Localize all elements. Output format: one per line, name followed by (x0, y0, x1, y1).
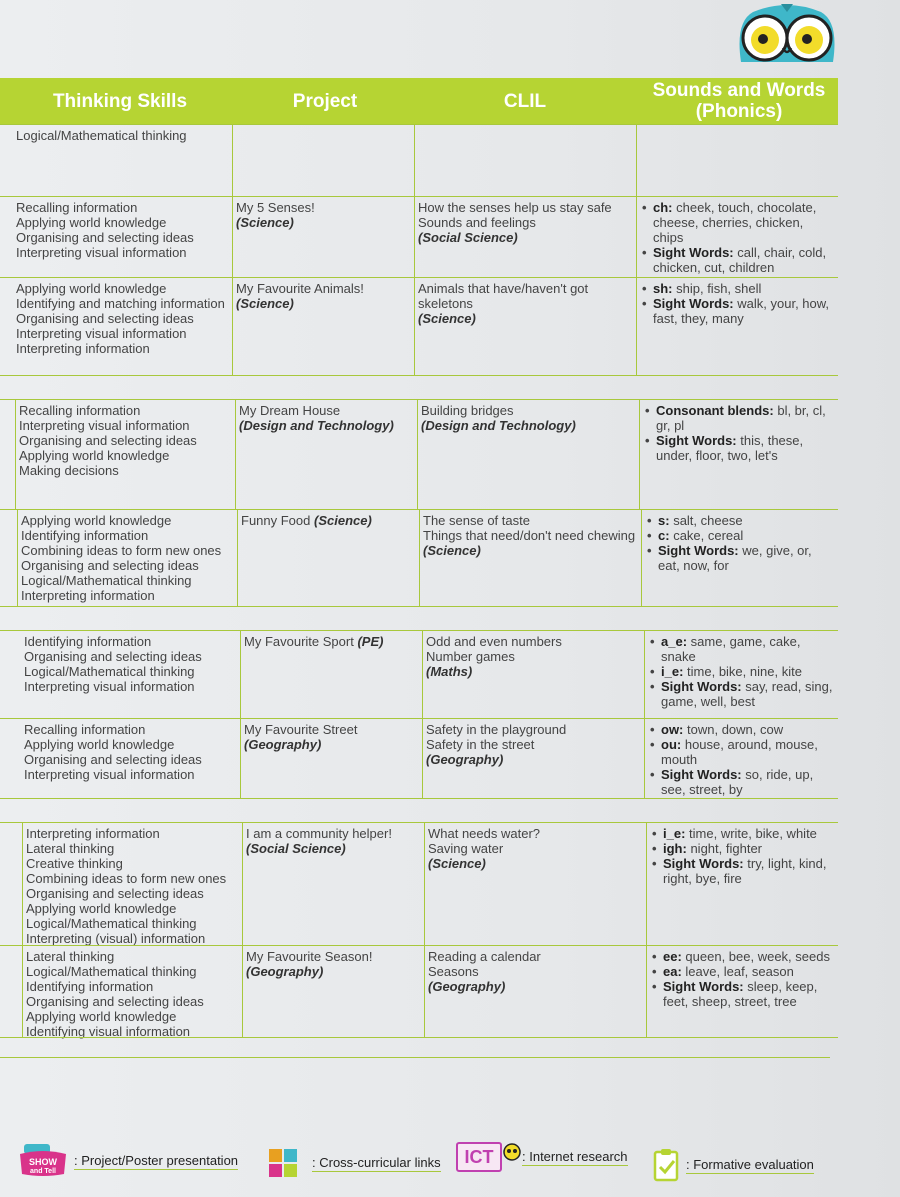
phonics-label: Sight Words: (653, 296, 734, 311)
phonics-label: a_e: (661, 634, 688, 649)
skill-item: Applying world knowledge (21, 513, 172, 528)
skill-item: Interpreting visual information (24, 767, 195, 782)
skill-item: Interpreting visual information (16, 326, 187, 341)
column-divider (639, 400, 640, 510)
thinking-skills-cell (26, 823, 246, 946)
section-divider (0, 1037, 838, 1038)
table-row (0, 945, 838, 1038)
skill-item: Interpreting information (21, 588, 155, 603)
skill-item: Recalling information (19, 403, 141, 418)
column-divider (641, 510, 642, 607)
project-subject: (Design and Technology) (239, 418, 394, 433)
phonics-label: ow: (661, 722, 684, 737)
skill-item: Interpreting (visual) information (26, 931, 206, 946)
phonics-item (645, 543, 834, 573)
phonics-item (648, 767, 834, 797)
phonics-item (640, 200, 834, 245)
clil-subject: (Social Science) (418, 230, 518, 245)
phonics-list (643, 403, 834, 463)
table-row (0, 399, 838, 510)
column-divider (644, 719, 645, 799)
column-divider (419, 510, 420, 607)
thinking-skills-cell (24, 719, 244, 799)
phonics-label: ou: (661, 737, 682, 752)
phonics-words: cake, cereal (673, 528, 744, 543)
phonics-label: Consonant blends: (656, 403, 774, 418)
table-row (0, 277, 838, 376)
phonics-label: c: (658, 528, 670, 543)
left-border (17, 510, 18, 607)
phonics-item (648, 722, 834, 737)
phonics-label: Sight Words: (658, 543, 739, 558)
left-border (15, 400, 16, 510)
skill-item: Organising and selecting ideas (24, 649, 202, 664)
phonics-cell (645, 510, 834, 607)
thinking-skills-cell (16, 278, 236, 376)
clil-cell (426, 631, 644, 719)
project-title: Funny Food (241, 513, 311, 528)
skill-item: Logical/Mathematical thinking (16, 128, 187, 143)
phonics-label: Sight Words: (661, 767, 742, 782)
skill-item: Applying world knowledge (26, 1009, 177, 1024)
phonics-cell (640, 125, 834, 197)
phonics-label: Sight Words: (656, 433, 737, 448)
clil-cell (428, 823, 646, 946)
phonics-words: we, give, or, eat, now, for (658, 543, 812, 573)
clil-topic: How the senses help us stay safe (418, 200, 612, 215)
skill-item: Recalling information (24, 722, 146, 737)
clil-subject: (Design and Technology) (421, 418, 576, 433)
phonics-label: i_e: (661, 664, 684, 679)
svg-text:SHOW: SHOW (29, 1157, 57, 1167)
phonics-words: cheek, touch, chocolate, cheese, cherries, chicken, chips (653, 200, 817, 245)
skill-item: Applying world knowledge (19, 448, 170, 463)
phonics-item (648, 634, 834, 664)
phonics-cell (640, 197, 834, 278)
phonics-cell (650, 946, 834, 1038)
owl-mascot-icon (733, 2, 841, 70)
column-divider (424, 946, 425, 1038)
skill-item: Making decisions (19, 463, 119, 478)
skill-item: Organising and selecting ideas (26, 994, 204, 1009)
phonics-label: Sight Words: (663, 979, 744, 994)
phonics-list (650, 826, 834, 886)
table-row (0, 124, 838, 197)
phonics-words: say, read, sing, game, well, best (661, 679, 833, 709)
legend-show-tell-label: : Project/Poster presentation (74, 1152, 239, 1168)
cross-curricular-icon (268, 1148, 298, 1178)
phonics-item (645, 513, 834, 528)
phonics-words: leave, leaf, season (685, 964, 794, 979)
clil-subject: (Science) (418, 311, 476, 326)
clil-topic: Safety in the playground (426, 722, 567, 737)
thinking-skills-cell (16, 197, 236, 278)
skill-item: Identifying information (24, 634, 152, 649)
clil-cell (426, 719, 644, 799)
phonics-item (645, 528, 834, 543)
phonics-label: s: (658, 513, 670, 528)
phonics-item (650, 841, 834, 856)
phonics-item (643, 403, 834, 433)
phonics-label: igh: (663, 841, 687, 856)
phonics-list (650, 949, 834, 1009)
phonics-cell (650, 823, 834, 946)
show-and-tell-icon (18, 1144, 68, 1178)
divider (0, 1057, 830, 1058)
clil-topic: The sense of taste (423, 513, 530, 528)
skill-item: Combining ideas to form new ones (26, 871, 227, 886)
left-border (22, 823, 23, 946)
phonics-words: this, these, under, floor, two, let's (656, 433, 804, 463)
phonics-cell (648, 631, 834, 719)
phonics-words: night, fighter (690, 841, 762, 856)
clil-topic: Odd and even numbers (426, 634, 562, 649)
column-divider (414, 197, 415, 278)
clil-subject: (Geography) (428, 979, 506, 994)
phonics-words: queen, bee, week, seeds (685, 949, 830, 964)
phonics-list (640, 281, 834, 326)
phonics-label: ee: (663, 949, 682, 964)
clil-cell (418, 197, 636, 278)
skill-item: Organising and selecting ideas (26, 886, 204, 901)
project-subject: (Science) (314, 513, 372, 528)
table-row (0, 822, 838, 946)
skill-item: Logical/Mathematical thinking (21, 573, 192, 588)
project-subject: (Geography) (244, 737, 322, 752)
phonics-words: town, down, cow (687, 722, 784, 737)
clil-topic: Seasons (428, 964, 479, 979)
clil-cell (418, 278, 636, 376)
phonics-label: ea: (663, 964, 682, 979)
skill-item: Logical/Mathematical thinking (26, 964, 197, 979)
project-subject: (Science) (236, 215, 294, 230)
column-divider (644, 631, 645, 719)
project-cell (239, 400, 415, 510)
phonics-cell (640, 278, 834, 376)
clil-topic: Reading a calendar (428, 949, 541, 964)
skill-item: Organising and selecting ideas (21, 558, 199, 573)
skill-item: Recalling information (16, 200, 138, 215)
phonics-words: ship, fish, shell (676, 281, 762, 296)
phonics-words: time, write, bike, white (689, 826, 817, 841)
legend-ict-label: : Internet research (522, 1148, 628, 1164)
skill-item: Identifying information (21, 528, 149, 543)
project-title: My Dream House (239, 403, 341, 418)
legend-cross-curricular-label: : Cross-curricular links (312, 1154, 441, 1170)
phonics-item (640, 245, 834, 275)
phonics-item (650, 856, 834, 886)
phonics-label: i_e: (663, 826, 686, 841)
table-row (0, 196, 838, 278)
phonics-item (650, 979, 834, 1009)
project-title: My Favourite Sport (244, 634, 354, 649)
skill-item: Interpreting visual information (19, 418, 190, 433)
skill-item: Identifying visual information (26, 1024, 191, 1039)
legend-formative (652, 1148, 814, 1182)
skill-item: Lateral thinking (26, 949, 115, 964)
clil-topic: Sounds and feelings (418, 215, 536, 230)
phonics-cell (643, 400, 834, 510)
phonics-list (648, 722, 834, 797)
phonics-label: Sight Words: (653, 245, 734, 260)
skill-item: Combining ideas to form new ones (21, 543, 222, 558)
clipboard-check-icon (652, 1148, 682, 1182)
project-subject: (PE) (357, 634, 384, 649)
project-subject: (Social Science) (246, 841, 346, 856)
column-divider (422, 719, 423, 799)
phonics-words: walk, your, how, fast, they, many (653, 296, 830, 326)
ict-icon: ICT (456, 1142, 502, 1172)
clil-subject: (Maths) (426, 664, 473, 679)
phonics-words: same, game, cake, snake (661, 634, 801, 664)
phonics-item (648, 737, 834, 767)
left-border (22, 946, 23, 1038)
phonics-words: time, bike, nine, kite (687, 664, 802, 679)
clil-topic: Saving water (428, 841, 504, 856)
project-cell (246, 946, 422, 1038)
column-divider (417, 400, 418, 510)
legend (0, 1140, 900, 1190)
phonics-label: sh: (653, 281, 673, 296)
project-title: My Favourite Animals! (236, 281, 364, 296)
thinking-skills-cell (26, 946, 246, 1038)
column-divider (422, 631, 423, 719)
skill-item: Organising and selecting ideas (19, 433, 197, 448)
skill-item: Creative thinking (26, 856, 123, 871)
phonics-item (650, 964, 834, 979)
skill-item: Interpreting information (26, 826, 160, 841)
project-title: I am a community helper! (246, 826, 392, 841)
thinking-skills-cell (24, 631, 244, 719)
column-divider (646, 823, 647, 946)
skill-item: Organising and selecting ideas (16, 230, 194, 245)
column-divider (636, 197, 637, 278)
column-divider (646, 946, 647, 1038)
project-subject: (Science) (236, 296, 294, 311)
phonics-words: so, ride, up, see, street, by (661, 767, 814, 797)
phonics-words: try, light, kind, right, bye, fire (663, 856, 827, 886)
section-divider (0, 798, 838, 799)
table-row (0, 630, 838, 719)
phonics-label: Sight Words: (661, 679, 742, 694)
section-divider (0, 375, 838, 376)
skill-item: Lateral thinking (26, 841, 115, 856)
phonics-words: call, chair, cold, chicken, cut, children (653, 245, 827, 275)
phonics-words: house, around, mouse, mouth (661, 737, 818, 767)
clil-topic: Safety in the street (426, 737, 535, 752)
table-row (0, 509, 838, 607)
phonics-item (650, 826, 834, 841)
phonics-words: salt, cheese (673, 513, 743, 528)
column-divider (636, 125, 637, 197)
clil-cell (418, 125, 636, 197)
phonics-words: bl, br, cl, gr, pl (656, 403, 826, 433)
column-divider (424, 823, 425, 946)
clil-subject: (Geography) (426, 752, 504, 767)
skill-item: Organising and selecting ideas (24, 752, 202, 767)
skill-item: Applying world knowledge (26, 901, 177, 916)
project-cell (244, 719, 420, 799)
section-divider (0, 606, 838, 607)
project-subject: (Geography) (246, 964, 324, 979)
column-divider (636, 278, 637, 376)
phonics-item (648, 679, 834, 709)
phonics-item (640, 281, 834, 296)
header-thinking-skills: Thinking Skills (52, 90, 188, 112)
skill-item: Organising and selecting ideas (16, 311, 194, 326)
column-divider (414, 125, 415, 197)
thinking-skills-cell (19, 400, 239, 510)
legend-show-tell (18, 1144, 238, 1178)
phonics-cell (648, 719, 834, 799)
clil-topic: Animals that have/haven't got skeletons (418, 281, 589, 311)
clil-topic: Things that need/don't need chewing (423, 528, 636, 543)
column-divider (414, 278, 415, 376)
table-row (0, 718, 838, 799)
skill-item: Interpreting visual information (24, 679, 195, 694)
phonics-list (648, 634, 834, 709)
clil-topic: Number games (426, 649, 515, 664)
phonics-label: ch: (653, 200, 673, 215)
skill-item: Interpreting information (16, 341, 150, 356)
clil-subject: (Science) (428, 856, 486, 871)
legend-formative-label: : Formative evaluation (686, 1156, 814, 1172)
legend-ict (456, 1142, 628, 1172)
skill-item: Logical/Mathematical thinking (26, 916, 197, 931)
project-cell (236, 125, 412, 197)
clil-subject: (Science) (423, 543, 481, 558)
project-cell (236, 197, 412, 278)
project-cell (241, 510, 417, 607)
phonics-item (643, 433, 834, 463)
ict-mascot-icon (502, 1142, 522, 1172)
clil-topic: Building bridges (421, 403, 514, 418)
phonics-list (645, 513, 834, 573)
thinking-skills-cell (21, 510, 241, 607)
skill-item: Applying world knowledge (24, 737, 175, 752)
table-header (0, 78, 838, 124)
header-phonics: Sounds and Words (Phonics) (652, 80, 826, 122)
phonics-list (640, 200, 834, 275)
header-project: Project (292, 90, 358, 112)
svg-text:and Tell: and Tell (30, 1168, 56, 1175)
header-clil: CLIL (503, 90, 547, 112)
skill-item: Logical/Mathematical thinking (24, 664, 195, 679)
phonics-item (650, 949, 834, 964)
thinking-skills-cell (16, 125, 236, 197)
clil-topic: What needs water? (428, 826, 541, 841)
project-title: My Favourite Season! (246, 949, 373, 964)
skill-item: Identifying information (26, 979, 154, 994)
phonics-words: sleep, keep, feet, sheep, street, tree (663, 979, 818, 1009)
clil-cell (428, 946, 646, 1038)
phonics-item (648, 664, 834, 679)
skill-item: Applying world knowledge (16, 281, 167, 296)
project-cell (236, 278, 412, 376)
project-title: My Favourite Street (244, 722, 358, 737)
clil-cell (423, 510, 641, 607)
phonics-label: Sight Words: (663, 856, 744, 871)
clil-cell (421, 400, 639, 510)
skill-item: Interpreting visual information (16, 245, 187, 260)
project-title: My 5 Senses! (236, 200, 315, 215)
skill-item: Identifying and matching information (16, 296, 225, 311)
skill-item: Applying world knowledge (16, 215, 167, 230)
phonics-item (640, 296, 834, 326)
project-cell (244, 631, 420, 719)
project-cell (246, 823, 422, 946)
legend-cross-curricular (268, 1148, 441, 1178)
